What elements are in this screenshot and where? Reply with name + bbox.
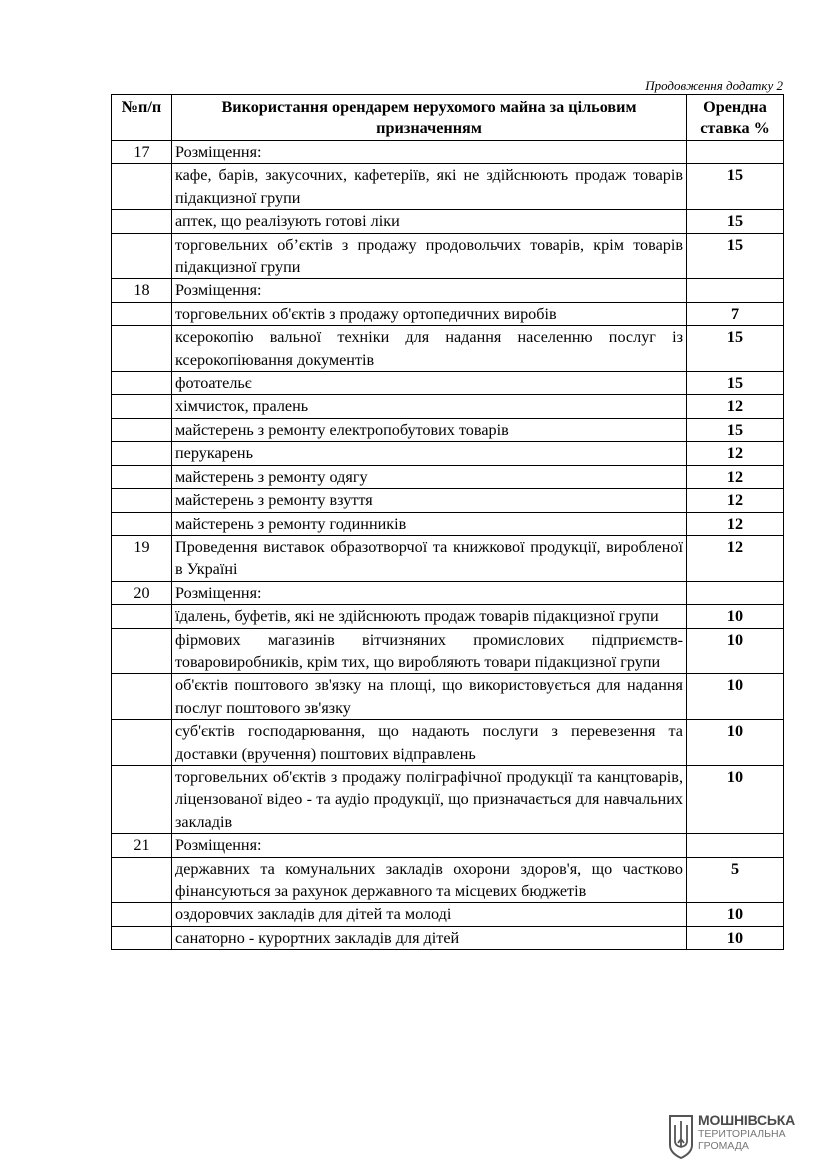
row-number (112, 489, 172, 512)
row-rate: 12 (687, 395, 784, 418)
row-rate (687, 834, 784, 857)
table-row (112, 605, 784, 628)
row-usage: майстерень з ремонту одягу (172, 465, 687, 488)
row-number (112, 926, 172, 949)
table-row (112, 765, 784, 833)
row-number: 19 (112, 535, 172, 581)
row-usage: торговельних об'єктів з продажу поліграфічної продукції та канцтоварів, ліцензованої відео - та аудіо продукції, що призначається для навчальних закладів (172, 765, 687, 833)
table-row (112, 581, 784, 604)
row-rate: 10 (687, 628, 784, 674)
row-rate: 15 (687, 372, 784, 395)
row-rate: 10 (687, 903, 784, 926)
row-usage: санаторно - курортних закладів для дітей (172, 926, 687, 949)
table-row (112, 442, 784, 465)
row-rate: 10 (687, 605, 784, 628)
row-number (112, 210, 172, 233)
row-usage: їдалень, буфетів, які не здійснюють продаж товарів підакцизної групи (172, 605, 687, 628)
row-rate: 7 (687, 302, 784, 325)
row-rate: 15 (687, 210, 784, 233)
rent-rates-table (111, 94, 784, 950)
row-number (112, 512, 172, 535)
row-number (112, 418, 172, 441)
row-number (112, 326, 172, 372)
trident-icon (668, 1113, 694, 1159)
row-number: 20 (112, 581, 172, 604)
table-row (112, 857, 784, 903)
row-number: 21 (112, 834, 172, 857)
table-row (112, 674, 784, 720)
table-row (112, 372, 784, 395)
table-row (112, 535, 784, 581)
row-number (112, 720, 172, 766)
row-usage: хімчисток, пралень (172, 395, 687, 418)
row-rate: 12 (687, 535, 784, 581)
row-usage: майстерень з ремонту електропобутових товарів (172, 418, 687, 441)
table-row (112, 465, 784, 488)
row-rate: 10 (687, 720, 784, 766)
table-row (112, 489, 784, 512)
row-usage: торговельних об'єктів з продажу ортопедичних виробів (172, 302, 687, 325)
table-row (112, 903, 784, 926)
table-row (112, 628, 784, 674)
row-rate: 15 (687, 164, 784, 210)
row-rate (687, 279, 784, 302)
table-row (112, 418, 784, 441)
row-rate (687, 141, 784, 164)
row-rate: 12 (687, 442, 784, 465)
row-usage: Проведення виставок образотворчої та книжкової продукції, виробленої в Україні (172, 535, 687, 581)
header-rate: Орендна ставка % (687, 95, 784, 141)
header-usage: Використання орендарем нерухомого майна за цільовим призначенням (172, 95, 687, 141)
table-row (112, 512, 784, 535)
row-number: 18 (112, 279, 172, 302)
table-row (112, 720, 784, 766)
table-row (112, 302, 784, 325)
row-number (112, 628, 172, 674)
table-row (112, 926, 784, 949)
row-rate: 12 (687, 512, 784, 535)
row-number (112, 605, 172, 628)
row-number (112, 372, 172, 395)
row-rate: 5 (687, 857, 784, 903)
table-row (112, 141, 784, 164)
logo-subtitle-2: ГРОМАДА (698, 1140, 749, 1152)
row-usage: перукарень (172, 442, 687, 465)
row-usage: об'єктів поштового зв'язку на площі, що використовується для надання послуг поштового зв'язку (172, 674, 687, 720)
row-rate: 15 (687, 418, 784, 441)
table-header-row (112, 95, 784, 141)
row-number (112, 465, 172, 488)
row-usage: Розміщення: (172, 141, 687, 164)
row-usage: фотоательє (172, 372, 687, 395)
row-rate: 10 (687, 765, 784, 833)
table-row (112, 395, 784, 418)
row-number (112, 903, 172, 926)
table-row (112, 164, 784, 210)
row-number (112, 765, 172, 833)
row-usage: майстерень з ремонту взуття (172, 489, 687, 512)
row-rate: 10 (687, 674, 784, 720)
row-usage: оздоровчих закладів для дітей та молоді (172, 903, 687, 926)
row-rate (687, 581, 784, 604)
row-usage: фірмових магазинів вітчизняних промислових підприємств-товаровиробників, крім тих, що виробляють товари підакцизної групи (172, 628, 687, 674)
logo-title: МОШНІВСЬКА (698, 1112, 796, 1128)
row-rate: 15 (687, 326, 784, 372)
row-usage: ксерокопію вальної техніки для надання населенню послуг із ксерокопіювання документів (172, 326, 687, 372)
row-number (112, 164, 172, 210)
table-row (112, 834, 784, 857)
row-usage: торговельних об’єктів з продажу продовольчих товарів, крім товарів підакцизної групи (172, 233, 687, 279)
row-rate: 12 (687, 489, 784, 512)
appendix-caption: Продовження додатку 2 (645, 78, 783, 93)
row-number (112, 674, 172, 720)
row-usage: Розміщення: (172, 834, 687, 857)
row-usage: Розміщення: (172, 581, 687, 604)
row-usage: суб'єктів господарювання, що надають послуги з перевезення та доставки (вручення) поштових відправлень (172, 720, 687, 766)
table-body (112, 141, 784, 950)
row-rate: 15 (687, 233, 784, 279)
row-usage: майстерень з ремонту годинників (172, 512, 687, 535)
row-rate: 12 (687, 465, 784, 488)
header-number: №п/п (112, 95, 172, 141)
row-number (112, 233, 172, 279)
row-number (112, 442, 172, 465)
row-number: 17 (112, 141, 172, 164)
table-row (112, 210, 784, 233)
row-usage: кафе, барів, закусочних, кафетеріїв, які не здійснюють продаж товарів підакцизної групи (172, 164, 687, 210)
community-logo (668, 1113, 808, 1163)
row-usage: Розміщення: (172, 279, 687, 302)
table-row (112, 326, 784, 372)
row-number (112, 302, 172, 325)
row-number (112, 857, 172, 903)
table-row (112, 279, 784, 302)
row-usage: аптек, що реалізують готові ліки (172, 210, 687, 233)
row-usage: державних та комунальних закладів охорони здоров'я, що частково фінансуються за рахунок державного та місцевих бюджетів (172, 857, 687, 903)
table-row (112, 233, 784, 279)
row-number (112, 395, 172, 418)
logo-subtitle-1: ТЕРИТОРІАЛЬНА (698, 1128, 786, 1140)
row-rate: 10 (687, 926, 784, 949)
